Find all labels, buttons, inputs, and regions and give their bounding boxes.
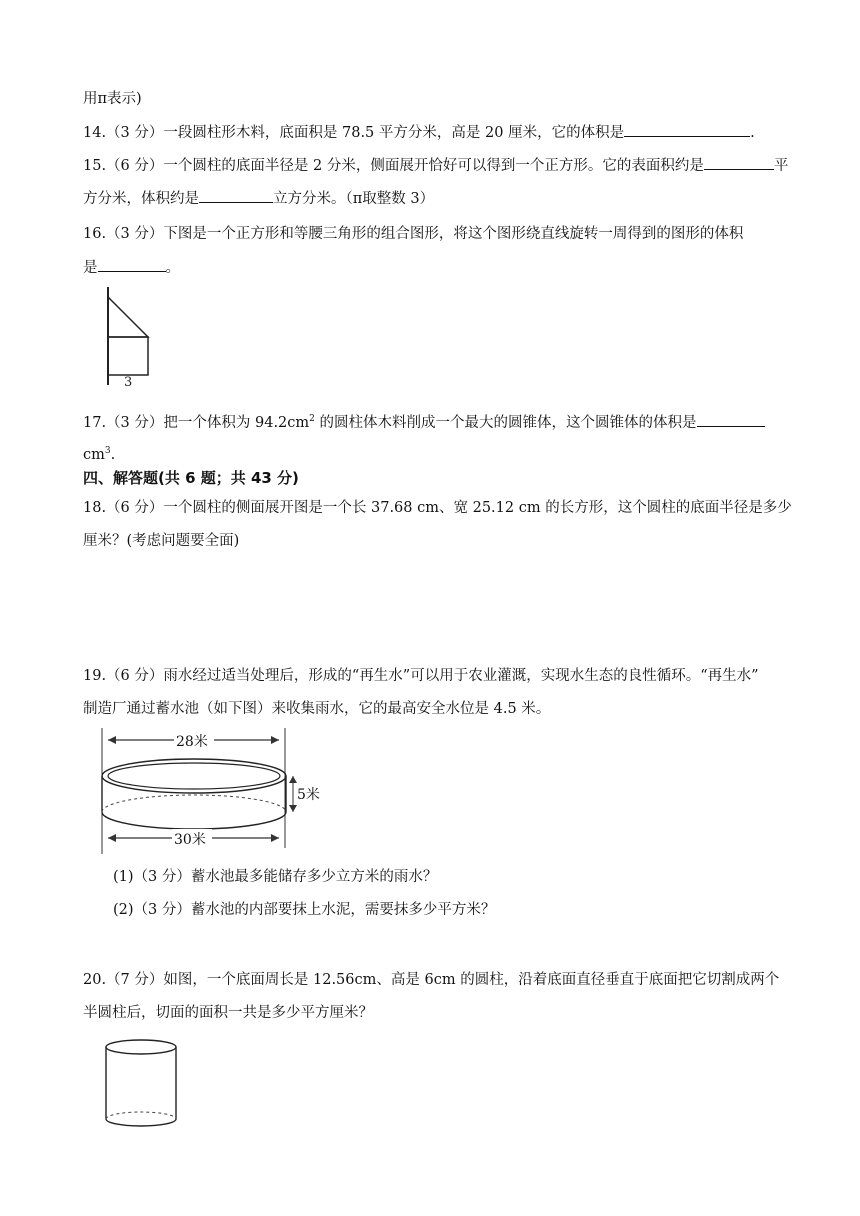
answer-blank[interactable] (704, 155, 774, 170)
question-15-line2 (83, 188, 434, 209)
question-19-line1: 19.（6 分）雨水经过适当处理后，形成的“再生水”可以用于农业灌溉，实现水生态的良性循环。“再生水” (83, 668, 759, 684)
question-14 (83, 122, 755, 143)
question-14-end: . (750, 125, 755, 141)
question-19-part1: (1)（3 分）蓄水池最多能储存多少立方米的雨水？ (113, 869, 438, 885)
outer-rim (102, 759, 286, 793)
question-20-line2: 半圆柱后，切面的面积一共是多少平方厘米？ (83, 1005, 373, 1021)
bottom-diameter-label: 30米 (174, 832, 206, 848)
bottom-back (102, 795, 286, 812)
question-17-line2 (83, 441, 115, 465)
question-16-text: 是 (83, 260, 98, 276)
arrow-right-icon (271, 834, 279, 842)
question-18-line2: 厘米？(考虑问题要全面) (83, 533, 240, 549)
height-label: 5米 (297, 787, 320, 803)
question-16-end: 。 (165, 260, 180, 276)
arrow-up-icon (289, 776, 297, 783)
question-15-end: 平 (773, 158, 789, 174)
figure-19-reservoir (98, 728, 338, 856)
question-18-line1: 18.（6 分）一个圆柱的侧面展开图是一个长 37.68 cm、宽 25.12 cm 的长方形，这个圆柱的底面半径是多少 (83, 500, 792, 516)
bottom-back (106, 1112, 176, 1119)
figure-20-cylinder (100, 1038, 184, 1132)
arrow-left-icon (108, 834, 116, 842)
superscript: 3 (104, 446, 111, 456)
inner-rim (108, 763, 280, 789)
question-19-part2: (2)（3 分）蓄水池的内部要抹上水泥，需要抹多少平方米？ (113, 902, 496, 918)
top-ellipse (106, 1040, 176, 1054)
square (108, 337, 148, 375)
top-diameter-label: 28米 (176, 734, 208, 750)
superscript: 2 (309, 414, 315, 424)
unit: cm (83, 446, 105, 463)
question-17-text2: 的圆柱体木料削成一个最大的圆锥体，这个圆锥体的体积是 (314, 414, 697, 431)
question-14-text: 14.（3 分）一段圆柱形木料，底面积是 78.5 平方分米，高是 20 厘米，它的体积是 (83, 125, 625, 141)
question-15-line1 (83, 155, 788, 176)
question-17-line1 (83, 409, 765, 433)
bottom-front (102, 812, 286, 829)
answer-blank[interactable] (697, 412, 765, 427)
answer-blank[interactable] (624, 122, 750, 137)
arrow-left-icon (108, 736, 116, 744)
answer-blank[interactable] (98, 257, 166, 272)
question-15-text2: 方分米，体积约是 (83, 191, 199, 207)
section-heading: 四、解答题(共 6 题；共 43 分) (83, 469, 299, 487)
question-19-line2: 制造厂通过蓄水池（如下图）来收集雨水，它的最高安全水位是 4.5 米。 (83, 701, 551, 717)
bottom-front (106, 1119, 176, 1126)
figure-16 (100, 285, 160, 390)
arrow-right-icon (271, 736, 279, 744)
question-16-line2 (83, 257, 180, 278)
question-20-line1: 20.（7 分）如图，一个底面周长是 12.56cm、高是 6cm 的圆柱，沿着底面直径垂直于底面把它切割成两个 (83, 972, 780, 988)
triangle (108, 297, 148, 337)
arrow-down-icon (289, 805, 297, 812)
question-15-text: 15.（6 分）一个圆柱的底面半径是 2 分米，侧面展开恰好可以得到一个正方形。它的表面积约是 (83, 158, 704, 174)
answer-blank[interactable] (199, 188, 273, 203)
question-17-end: . (110, 446, 116, 463)
question-15-text3: 立方分米。（π取整数 3） (273, 191, 435, 207)
figure-16-label: 3 (124, 375, 133, 390)
question-16-line1: 16.（3 分）下图是一个正方形和等腰三角形的组合图形，将这个图形绕直线旋转一周得到的图形的体积 (83, 226, 744, 242)
line-pi-note: 用π表示) (83, 91, 142, 107)
question-17-text: 17.（3 分）把一个体积为 94.2cm (83, 414, 310, 431)
